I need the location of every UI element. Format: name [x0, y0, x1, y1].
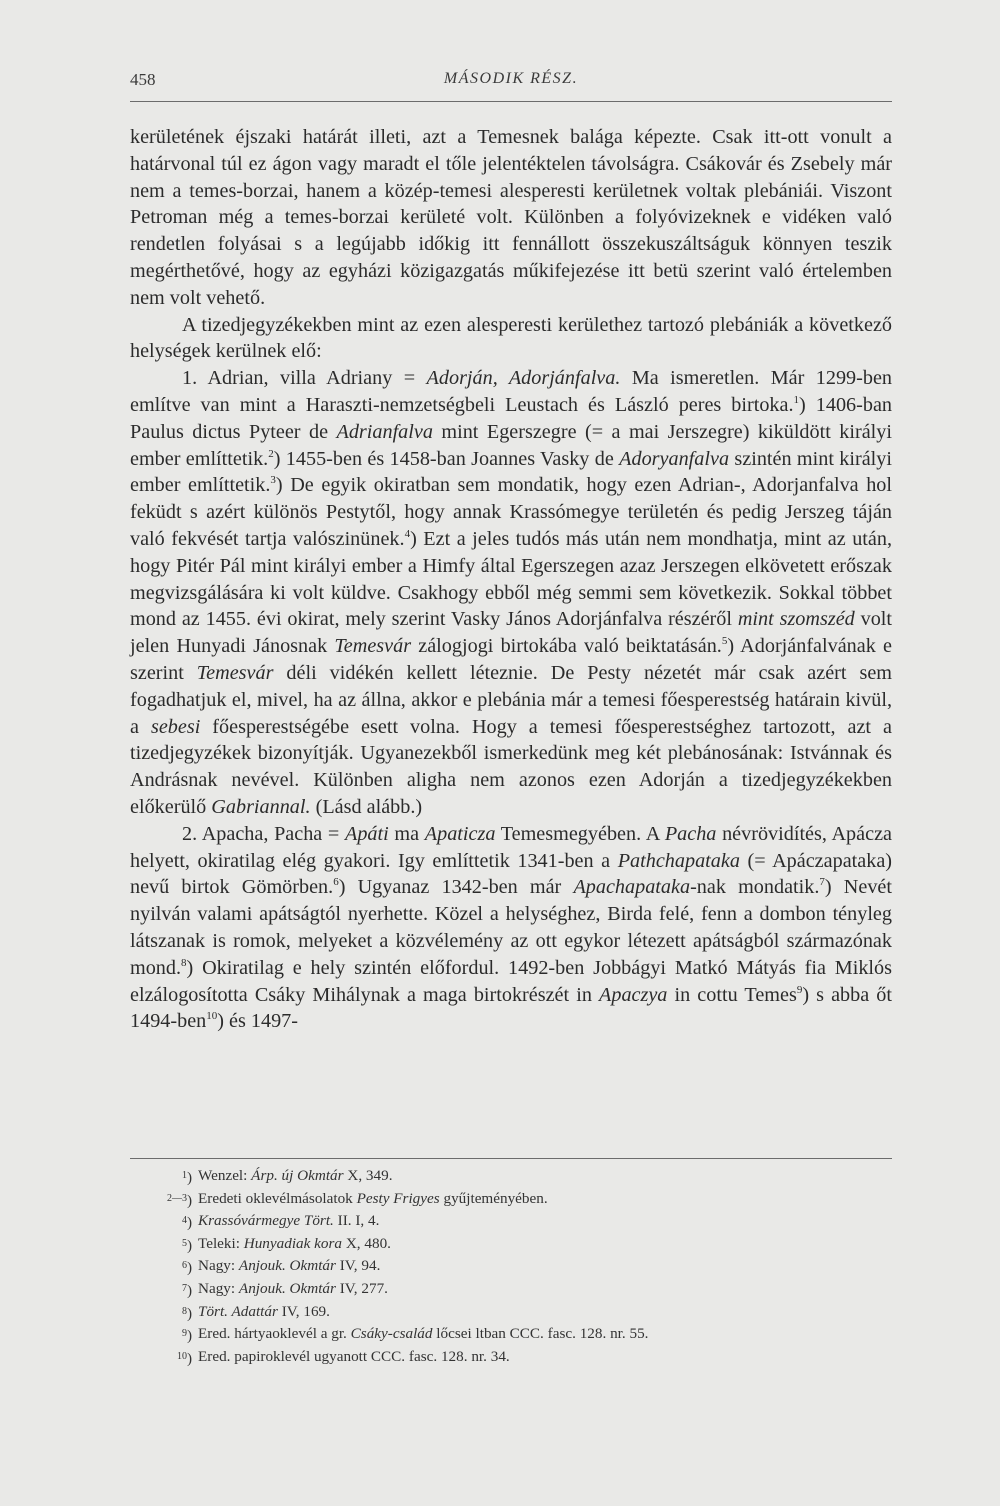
footnote-number: 9: [181, 1328, 187, 1340]
footnote: [130, 1324, 892, 1347]
footnote-mark: $^1$): [181, 1169, 192, 1186]
footnote-text: [198, 1234, 391, 1257]
footnote-number: 10: [176, 1350, 187, 1362]
italic-run: Hunyadiak kora: [243, 1234, 343, 1252]
footnote-text: [198, 1166, 393, 1189]
footnote-text: [198, 1347, 510, 1370]
italic-run: Pacha: [664, 822, 717, 845]
footnote-text: [198, 1256, 380, 1279]
footnote: [130, 1211, 892, 1234]
italic-run: Adrianfalva: [336, 420, 433, 443]
footnote-text: [198, 1279, 388, 1302]
footnote-ref: 1: [793, 393, 800, 406]
text-run: IV, 94.: [335, 1257, 381, 1275]
italic-run: Pathchapataka: [617, 849, 740, 872]
footnote-text: [198, 1302, 330, 1325]
italic-run: mint szomszéd: [737, 608, 855, 631]
footnote-mark: $^4$): [181, 1214, 192, 1232]
footnote: [130, 1279, 892, 1302]
text-run: ) 1455-ben és 1458-ban Joannes Vasky de: [273, 447, 620, 470]
italic-run: Pesty Frigyes: [356, 1189, 440, 1207]
text-run: X, 480.: [342, 1234, 391, 1252]
footnote-mark: $^8$): [181, 1304, 192, 1322]
text-run: IV, 277.: [335, 1279, 388, 1297]
footnote-number: 2—3: [166, 1192, 187, 1204]
text-run: (= Apáczapataka) nevű birtok Gömörben.: [130, 849, 892, 899]
footnote: [130, 1166, 892, 1189]
text-run: gyűjteményében.: [439, 1189, 548, 1207]
text-run: X, 349.: [343, 1167, 393, 1184]
text-run: Eredeti oklevélmásolatok: [198, 1189, 357, 1207]
text-run: IV, 169.: [277, 1302, 330, 1320]
text-run: Ma ismeretlen. Már 1299-ben említve van mint a Haraszti-nemzetségbeli Leustach és László peres birtoka.: [130, 367, 893, 416]
italic-run: Anjouk. Okmtár: [238, 1257, 336, 1275]
italic-run: Gabriannal.: [211, 795, 311, 818]
text-run: déli vidékén kellett léteznie. De Pesty nézetét már csak azért sem fogadhatjuk el, mivel, ha az állna, akkor e plebánia már a temesi főesperestség határain kivül, a: [130, 661, 893, 738]
text-run: Nagy:: [198, 1257, 239, 1275]
text-run: szintén mint királyi ember említtetik.: [130, 447, 892, 497]
paragraph-2: A tizedjegyzékekben mint az ezen alesperesti kerülethez tartozó plebániák a következő helységek kerülnek elő:: [130, 313, 892, 363]
text-run: ) Ugyanaz 1342-ben már: [338, 876, 574, 899]
text-run: Ered. papiroklevél ugyanott CCC. fasc. 128. nr. 34.: [198, 1347, 510, 1365]
footnote: [130, 1302, 892, 1325]
italic-run: Apachapataka: [573, 876, 691, 899]
footnotes: [130, 1166, 892, 1369]
italic-run: sebesi: [150, 715, 201, 738]
entry-apacha: [130, 821, 892, 1035]
footnote-number: 6: [181, 1260, 187, 1272]
footnote: [130, 1256, 892, 1279]
footnote-mark: $^{10}$): [176, 1349, 192, 1367]
text-run: zálogjogi birtokába való beiktatásán.: [411, 635, 722, 658]
footnote: [130, 1347, 892, 1370]
text-run: in cottu Temes: [667, 983, 797, 1006]
italic-run: Krassóvármegye Tört.: [198, 1212, 334, 1230]
footnote: [130, 1234, 892, 1257]
footnote-ref: 8: [181, 956, 187, 969]
footnote-ref: 7: [819, 876, 825, 889]
text-run: Wenzel:: [198, 1167, 252, 1184]
text-run: lőcsei ltban CCC. fasc. 128. nr. 55.: [432, 1325, 649, 1343]
text-run: (Lásd alább.): [310, 795, 423, 818]
footnote-ref: 2: [268, 447, 274, 460]
footnote-number: 1: [181, 1170, 187, 1181]
text-run: Teleki:: [198, 1234, 244, 1252]
page-number: 458: [130, 70, 156, 89]
text-run: ) De egyik okiratban sem mondatik, hogy ezen Adrian-, Adorjanfalva hol feküdt s azért különös Pestytől, hogy annak Krassómegye területén és pedig Jerszeg táján való fekvését tartja valószinünek.: [130, 474, 892, 550]
text-run: II. I, 4.: [333, 1212, 380, 1230]
text-run: ) s abba őt 1494-ben: [130, 983, 892, 1033]
text-run: ) Adorjánfalvának e szerint: [130, 635, 892, 684]
text-run: Ered. hártyaoklevél a gr.: [198, 1325, 351, 1343]
text-run: névrövidítés, Apácza helyett, okiratilag elég gyakori. Igy említtetik 1341-ben a: [130, 822, 892, 872]
footnote-number: 8: [181, 1305, 187, 1317]
italic-run: Temesvár: [334, 635, 412, 658]
text-run: ) 1406-ban Paulus dictus Pyteer de: [130, 393, 893, 443]
footnote-mark: $^9$): [181, 1327, 192, 1345]
italic-run: Apaticza: [424, 822, 496, 845]
footnote-mark: $^6$): [181, 1259, 192, 1277]
text-run: -nak mondatik.: [690, 876, 820, 899]
entry-adrian: [130, 365, 892, 821]
footnote-number: 5: [181, 1237, 187, 1249]
italic-run: Csáky-család: [350, 1325, 433, 1343]
text-run: volt jelen Hunyadi Jánosnak: [130, 608, 893, 658]
footnote-rule: [130, 1158, 892, 1159]
italic-run: Temesvár: [196, 661, 274, 684]
footnote-text: [198, 1324, 648, 1347]
footnote-ref: 10: [206, 1010, 218, 1023]
text-run: ) Ezt a jeles tudós más után nem mondhatja, mint az után, hogy Pitér Pál mint királyi ember a Himfy által Egerszegen azaz Jerszegen elkövetett erőszak megvizsgálására ki volt küldve. Csakhogy ebből még semmi sem következik. Sokkal többet mond az 1455. évi okirat, mely szerint Vasky János Adorjánfalva részéről: [130, 527, 893, 631]
italic-run: Apáti: [345, 822, 389, 845]
page-header: [130, 70, 892, 100]
footnote: [130, 1189, 892, 1212]
footnote-mark: $^5$): [181, 1236, 192, 1254]
italic-run: Apaczya: [599, 983, 668, 1006]
footnote-ref: 6: [333, 876, 339, 889]
italic-run: Adorján, Adorjánfalva.: [426, 367, 621, 390]
text-run: Nagy:: [198, 1279, 239, 1297]
running-head: MÁSODIK RÉSZ.: [443, 70, 579, 87]
footnote-ref: 4: [404, 527, 411, 540]
text-run: Temesmegyében. A: [495, 822, 665, 845]
footnote-mark: $^7$): [181, 1281, 192, 1299]
footnote-number: 7: [181, 1282, 187, 1294]
italic-run: Tört. Adattár: [198, 1302, 278, 1320]
italic-run: Adoryanfalva: [619, 447, 730, 470]
footnote-ref: 5: [721, 635, 728, 648]
text-run: főesperestségébe esett volna. Hogy a temesi főesperestséghez tartozott, azt a tizedjegyzékek bizonyítják. Ugyanezekből ismerkedünk meg két plebánosának: Istvánnak és Andrásnak nevével. Különben aligha nem azonos ezen Adorján a tizedjegyzékekben előkerülő: [130, 715, 892, 818]
paragraph-1: kerületének éjszaki határát illeti, azt a Temesnek balága képezte. Csak itt-ott vonult a határvonal túl ez ágon vagy maradt el tőle jelentéktelen távolságra. Csákovár és Zsebely már nem a temes-borzai, hanem a közép-temesi alesperesti kerületnek voltak plebániái. Viszont Petroman még a temes-borzai kerületé volt. Különben a folyóvizeknek e vidéken való rendetlen folyásai s a legújabb időkig itt fennállott összekuszáltságuk könnyen teszik megérthetővé, hogy az egyházi közigazgatás műkifejezése itt betü szerint való értelemben nem volt vehető.: [130, 126, 892, 309]
text-run: ) Nevét nyilván valami apátságtól nyerhette. Közel a helységhez, Birda felé, fenn a dombon tényleg látszanak is romok, melyeket a közvélemény az ott egykor létezett apátságból származónak mond.: [130, 876, 892, 979]
main-text: [130, 124, 892, 1035]
footnote-number: 4: [181, 1215, 187, 1227]
header-rule: [130, 101, 892, 102]
footnote-ref: 3: [270, 474, 276, 487]
footnote-mark: $^{2—3}$): [166, 1191, 192, 1209]
text-run: 2. Apacha, Pacha =: [182, 822, 345, 845]
footnote-text: [198, 1189, 548, 1212]
text-run: ) Okiratilag e hely szintén előfordul. 1492-ben Jobbágyi Matkó Mátyás fia Miklós elzálogosította Csáky Mihálynak a maga birtokrészét in: [130, 956, 892, 1006]
italic-run: Anjouk. Okmtár: [238, 1279, 336, 1297]
footnote-text: [198, 1211, 379, 1234]
italic-run: Árp. új Okmtár: [251, 1167, 344, 1184]
text-run: ) és 1497-: [217, 1010, 298, 1033]
text-run: 1. Adrian, villa Adriany =: [182, 367, 427, 390]
text-run: ma: [388, 822, 425, 845]
text-run: mint Egerszegre (= a mai Jerszegre) kiküldött királyi ember említtetik.: [130, 420, 892, 470]
footnote-ref: 9: [796, 983, 803, 996]
